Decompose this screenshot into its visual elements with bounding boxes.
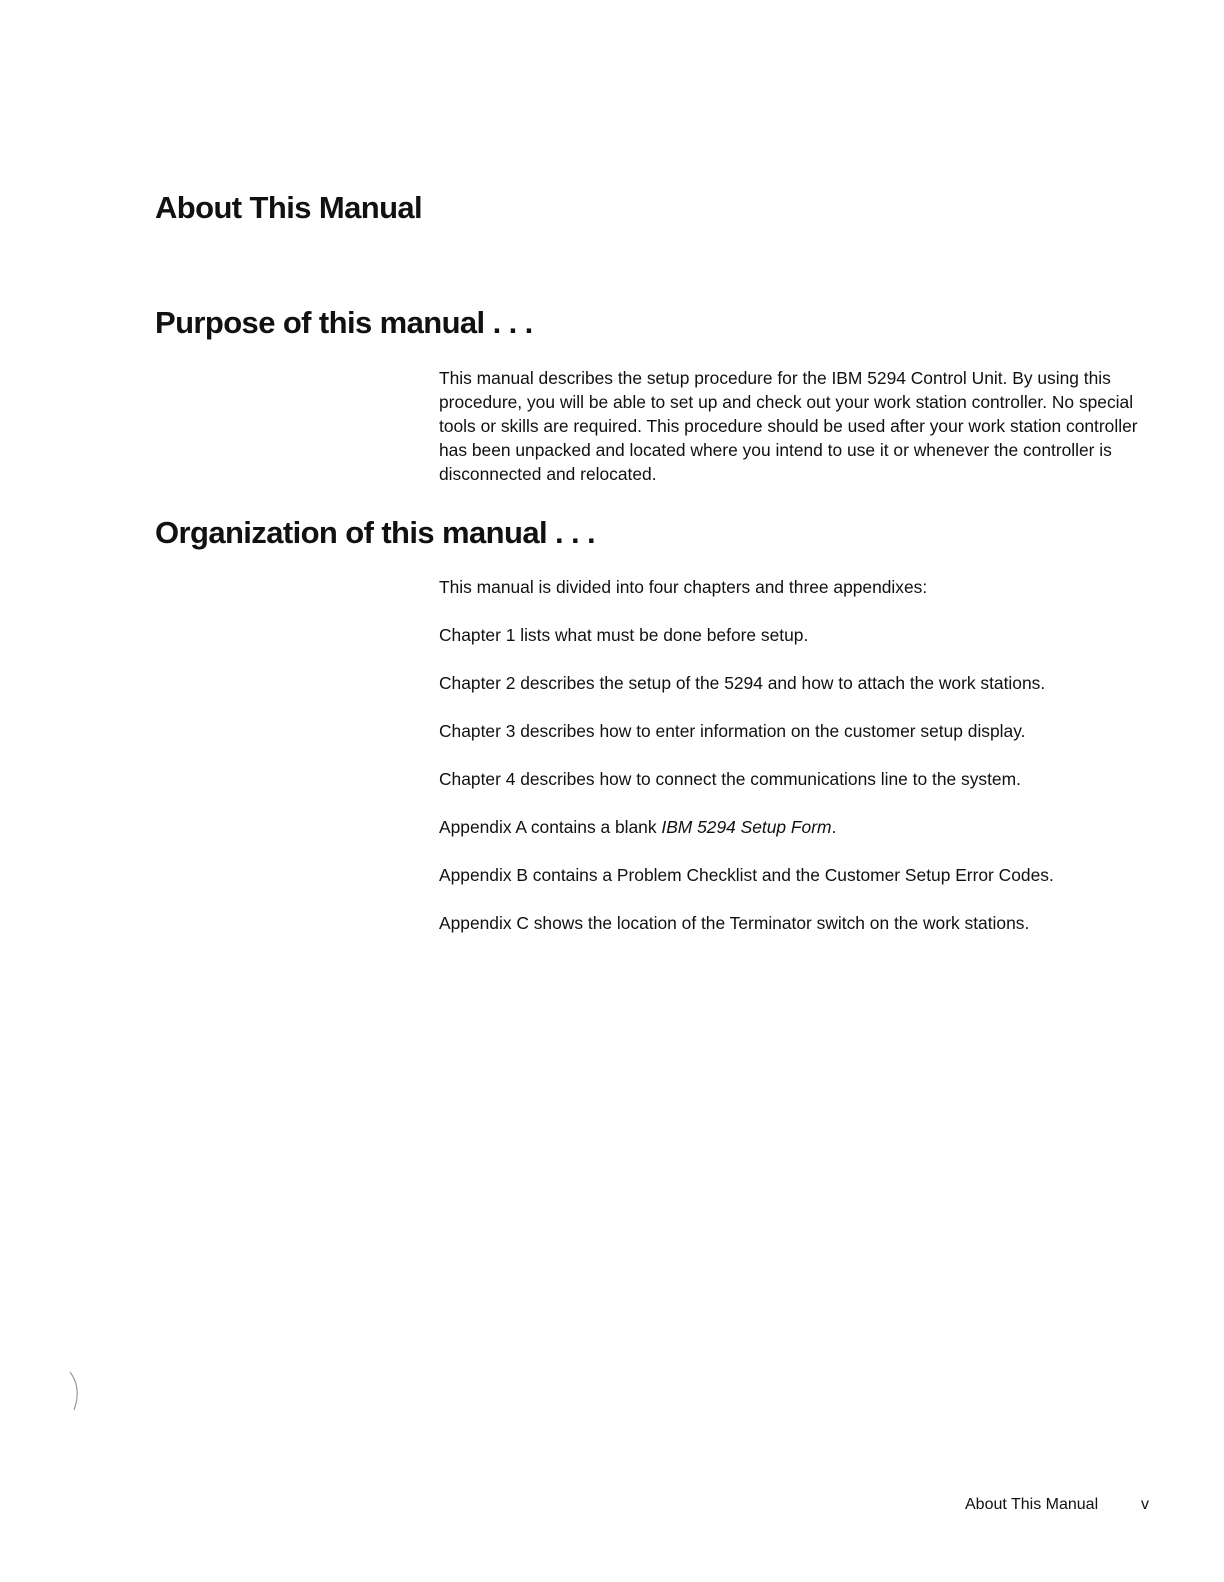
- organization-heading: Organization of this manual . . .: [155, 515, 596, 550]
- chapter-4-description: Chapter 4 describes how to connect the communications line to the system.: [439, 769, 1021, 789]
- chapter-2-description: Chapter 2 describes the setup of the 5294 and how to attach the work stations.: [439, 673, 1046, 693]
- footer-label: About This Manual: [965, 1496, 1099, 1513]
- setup-form-title: IBM 5294 Setup Form: [661, 817, 832, 837]
- page-number: v: [1141, 1496, 1149, 1513]
- chapter-3-description: Chapter 3 describes how to enter information on the customer setup display.: [439, 721, 1026, 741]
- chapter-1-description: Chapter 1 lists what must be done before setup.: [439, 625, 809, 645]
- purpose-heading: Purpose of this manual . . .: [155, 305, 533, 340]
- appendix-a-suffix: .: [831, 817, 837, 837]
- appendix-a-prefix: Appendix A contains a blank: [439, 817, 662, 837]
- appendix-a-description: [439, 815, 836, 839]
- page-title: About This Manual: [155, 190, 423, 225]
- purpose-paragraph: This manual describes the setup procedure for the IBM 5294 Control Unit. By using this procedure, you will be able to set up and check out your work station controller. No special tools or skills are required. This procedure should be used after your work station controller has been unpacked and located where you intend to use it or whenever the controller is disconnected and relocated.: [439, 368, 1138, 484]
- appendix-c-description: Appendix C shows the location of the Terminator switch on the work stations.: [439, 913, 1030, 933]
- scan-margin-mark: [66, 1370, 86, 1414]
- appendix-b-description: Appendix B contains a Problem Checklist and the Customer Setup Error Codes.: [439, 865, 1054, 885]
- organization-intro: This manual is divided into four chapters and three appendixes:: [439, 577, 928, 597]
